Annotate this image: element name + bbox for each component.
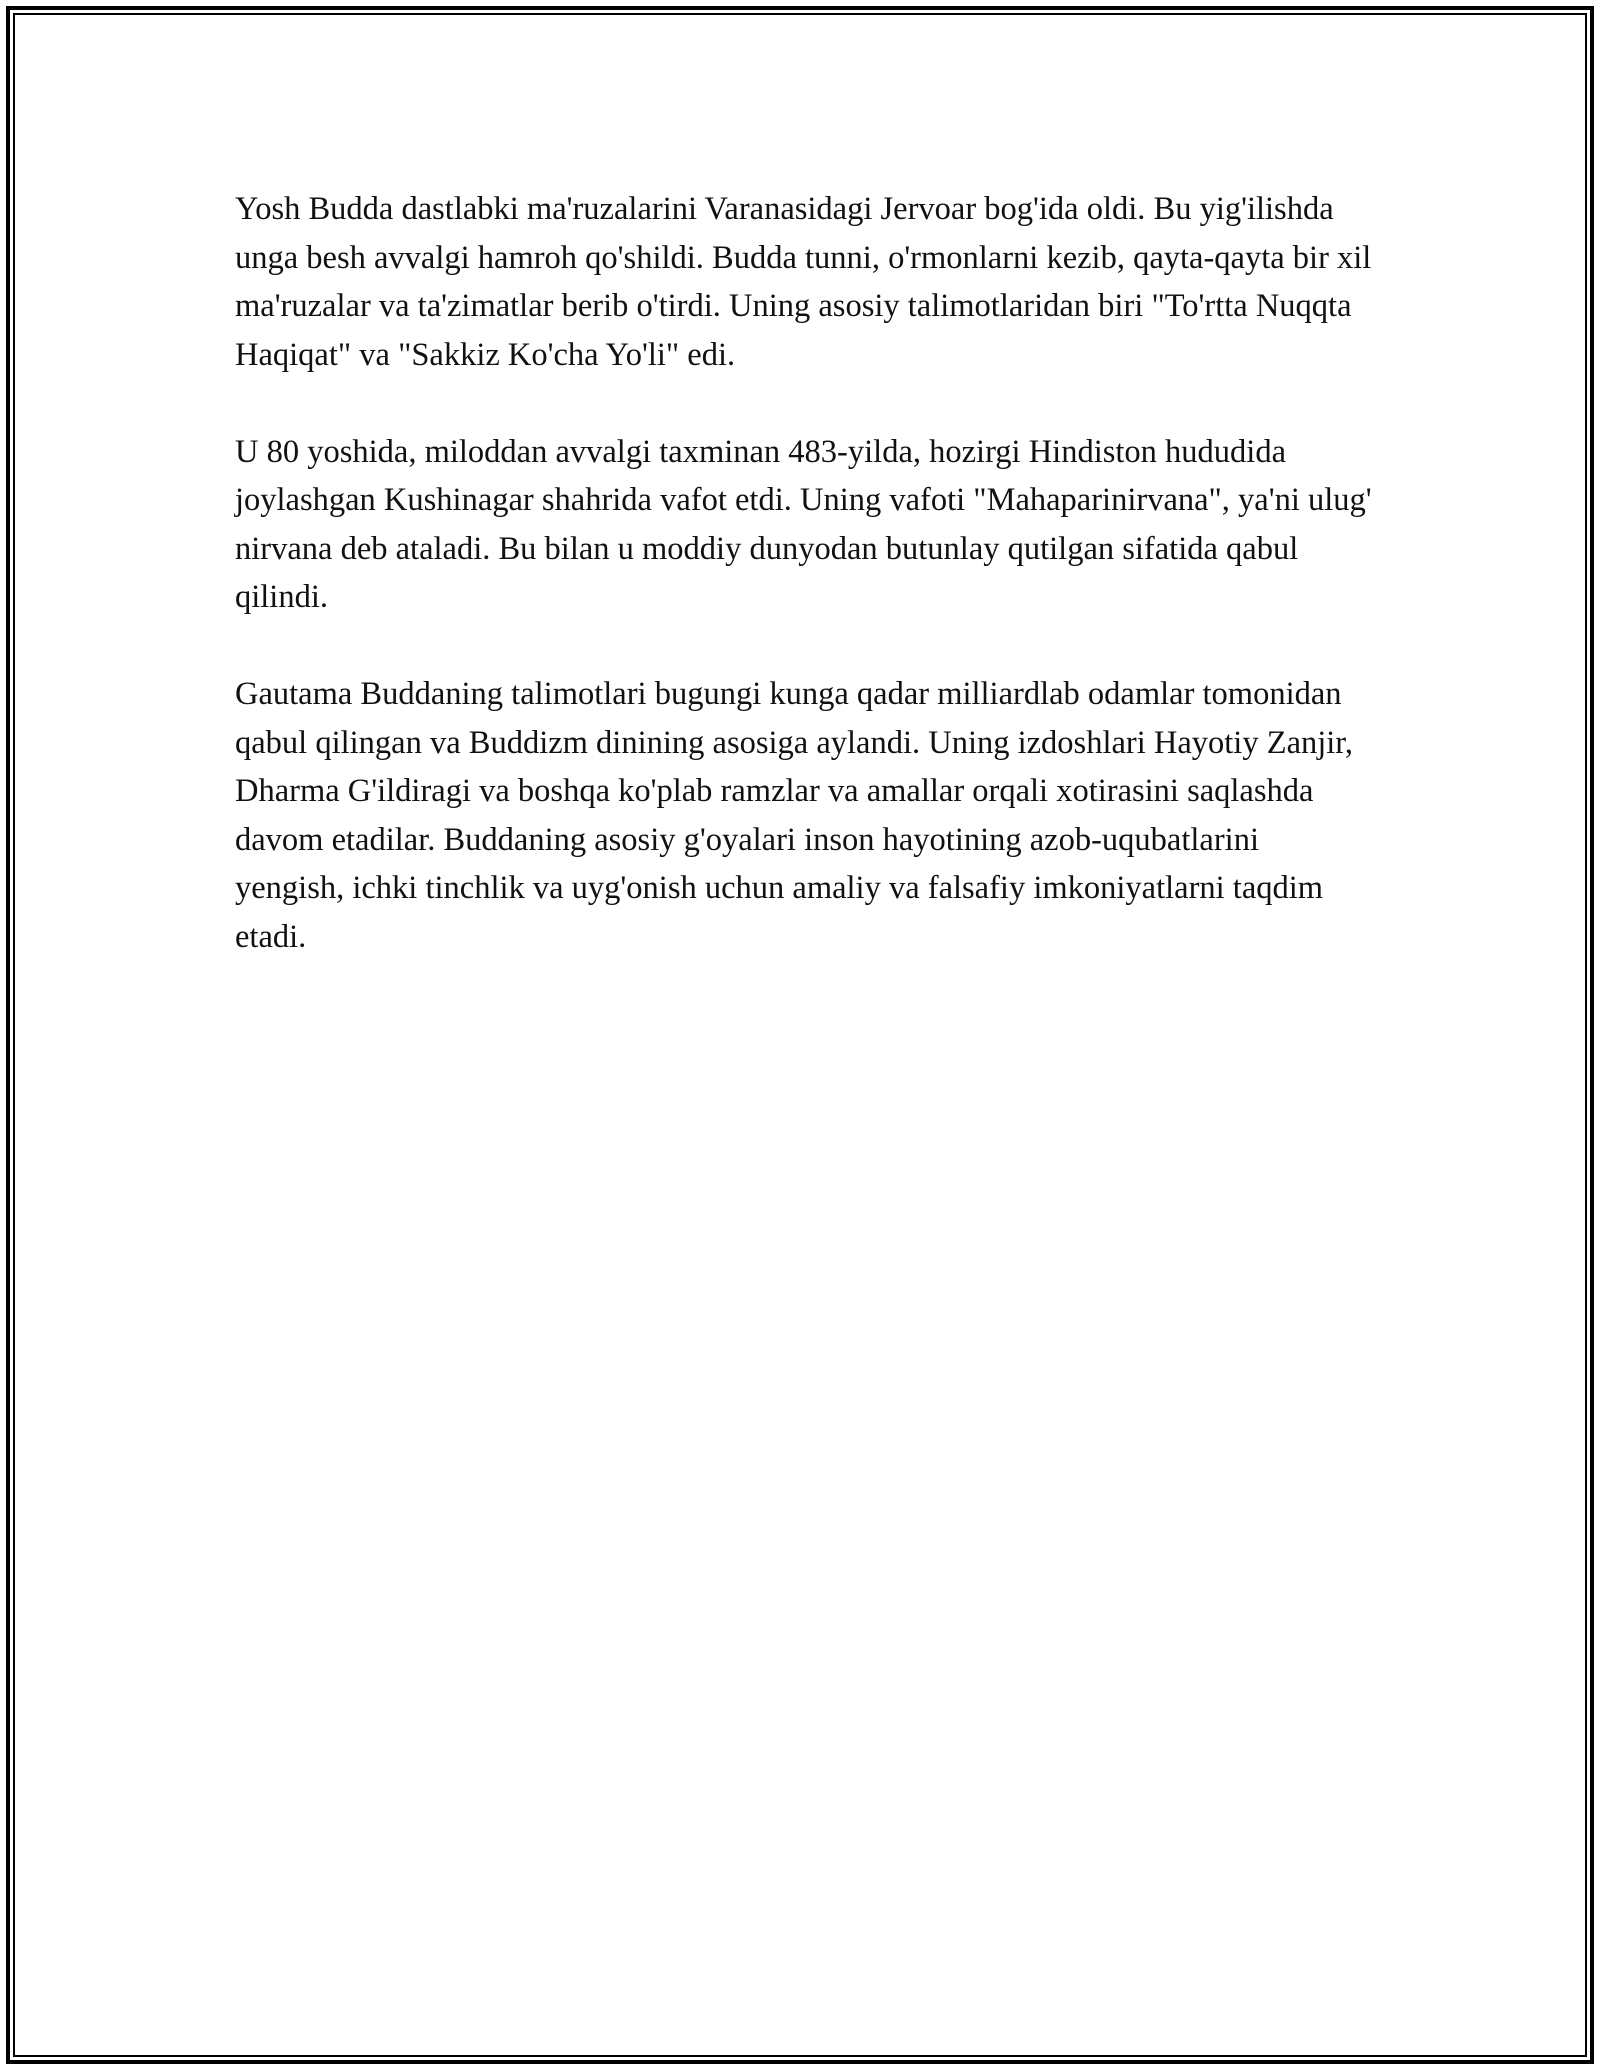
paragraph-2: U 80 yoshida, miloddan avvalgi taxminan 483-yilda, hozirgi Hindiston hududida joylashgan Kushinagar shahrida vafot etdi. Uning vafoti "Mahaparinirvana", ya'ni ulug' nirvana deb ataladi. Bu bilan u moddiy dunyodan butunlay qutilgan sifatida qabul qilindi. [235,433,1372,615]
paragraph-1: Yosh Budda dastlabki ma'ruzalarini Varanasidagi Jervoar bog'ida oldi. Bu yig'ilishda unga besh avvalgi hamroh qo'shildi. Budda tunni, o'rmonlarni kezib, qayta-qayta bir xil ma'ruzalar va ta'zimatlar berib o'tirdi. Uning asosiy talimotlaridan biri "To'rtta Nuqqta Haqiqat" va "Sakkiz Ko'cha Yo'li" edi. [235,191,1372,373]
paragraph-3: Gautama Buddaning talimotlari bugungi kunga qadar milliardlab odamlar tomonidan qabul qilingan va Buddizm dinining asosiga aylandi. Uning izdoshlari Hayotiy Zanjir, Dharma G'ildiragi va boshqa ko'plab ramzlar va amallar orqali xotirasini saqlashda davom etadilar. Buddaning asosiy g'oyalari inson hayotining azob-uqubatlarini yengish, ichki tinchlik va uyg'onish uchun amaliy va falsafiy imkoniyatlarni taqdim etadi. [235,676,1353,955]
document-body [235,185,1375,1010]
